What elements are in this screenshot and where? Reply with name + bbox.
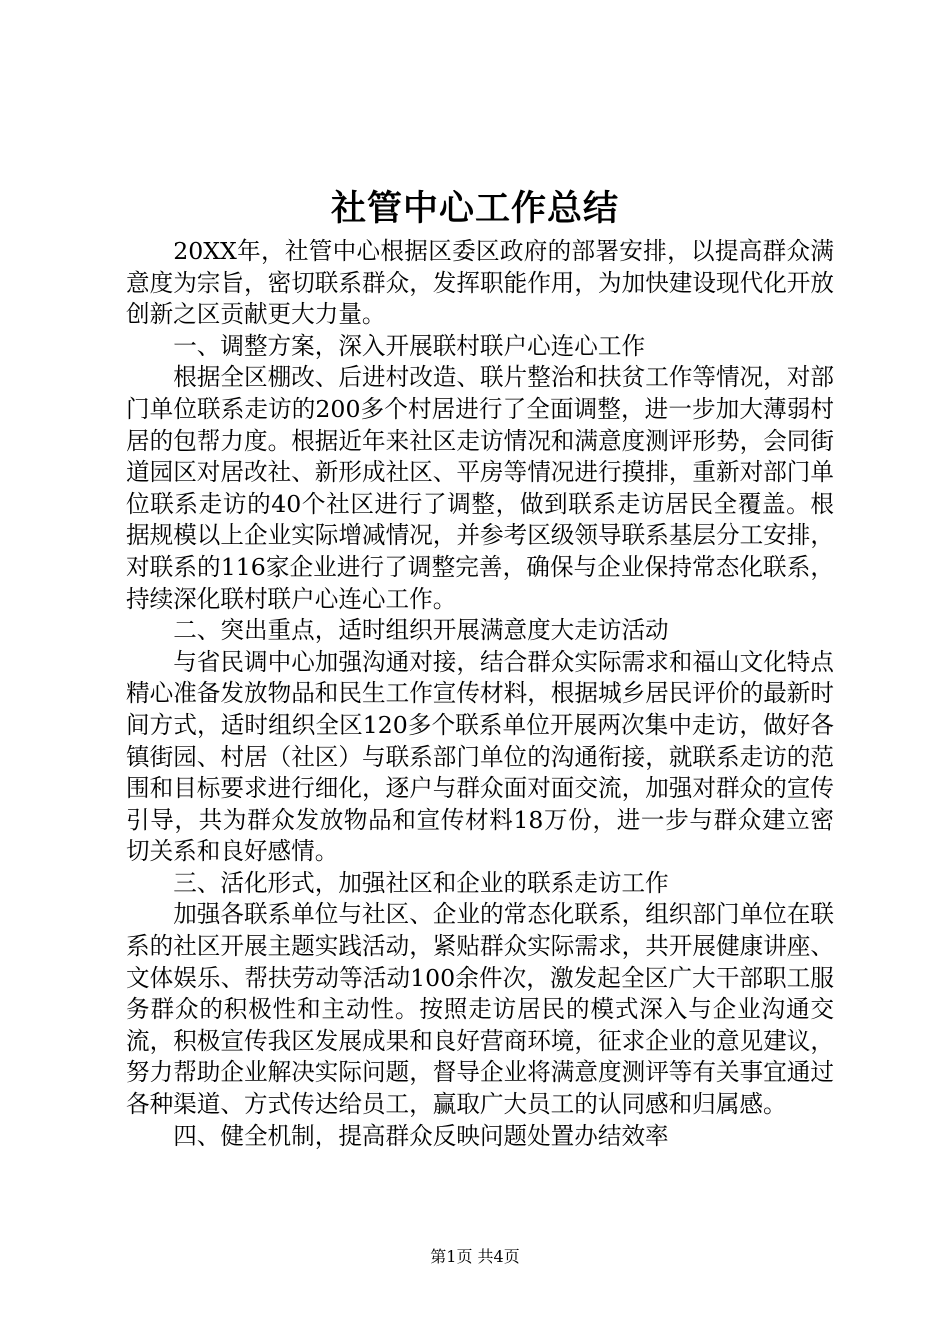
document-body: [126, 236, 834, 1152]
section-heading-3: 三、活化形式，加强社区和企业的联系走访工作: [173, 868, 669, 897]
section-paragraph-1: 根据全区棚改、后进村改造、联片整治和扶贫工作等情况，对部门单位联系走访的200多个村居进行了全面调整，进一步加大薄弱村居的包帮力度。根据近年来社区走访情况和满意度测评形势，会同街道园区对居改社、新形成社区、平房等情况进行摸排，重新对部门单位联系走访的40个社区进行了调整，做到联系走访居民全覆盖。根据规模以上企业实际增减情况，并参考区级领导联系基层分工安排，对联系的116家企业进行了调整完善，确保与企业保持常态化联系，持续深化联村联户心连心工作。: [126, 363, 834, 613]
page-number-footer: 第1页 共4页: [430, 1247, 520, 1266]
section-heading-2: 二、突出重点，适时组织开展满意度大走访活动: [173, 616, 669, 645]
document-title: 社管中心工作总结: [330, 188, 619, 229]
intro-paragraph: 20XX年，社管中心根据区委区政府的部署安排，以提高群众满意度为宗旨，密切联系群众，发挥职能作用，为加快建设现代化开放创新之区贡献更大力量。: [126, 237, 834, 329]
section-paragraph-2: 与省民调中心加强沟通对接，结合群众实际需求和福山文化特点精心准备发放物品和民生工作宣传材料，根据城乡居民评价的最新时间方式，适时组织全区120多个联系单位开展两次集中走访，做好各镇街园、村居（社区）与联系部门单位的沟通衔接，就联系走访的范围和目标要求进行细化，逐户与群众面对面交流，加强对群众的宣传引导，共为群众发放物品和宣传材料18万份，进一步与群众建立密切关系和良好感情。: [126, 647, 834, 866]
section-heading-4: 四、健全机制，提高群众反映问题处置办结效率: [173, 1121, 669, 1150]
section-heading-1: 一、调整方案，深入开展联村联户心连心工作: [173, 331, 646, 360]
section-paragraph-3: 加强各联系单位与社区、企业的常态化联系，组织部门单位在联系的社区开展主题实践活动，紧贴群众实际需求，共开展健康讲座、文体娱乐、帮扶劳动等活动100余件次，激发起全区广大干部职工服务群众的积极性和主动性。按照走访居民的模式深入与企业沟通交流，积极宣传我区发展成果和良好营商环境，征求企业的意见建议，努力帮助企业解决实际问题，督导企业将满意度测评等有关事宜通过各种渠道、方式传达给员工，赢取广大员工的认同感和归属感。: [126, 900, 834, 1119]
